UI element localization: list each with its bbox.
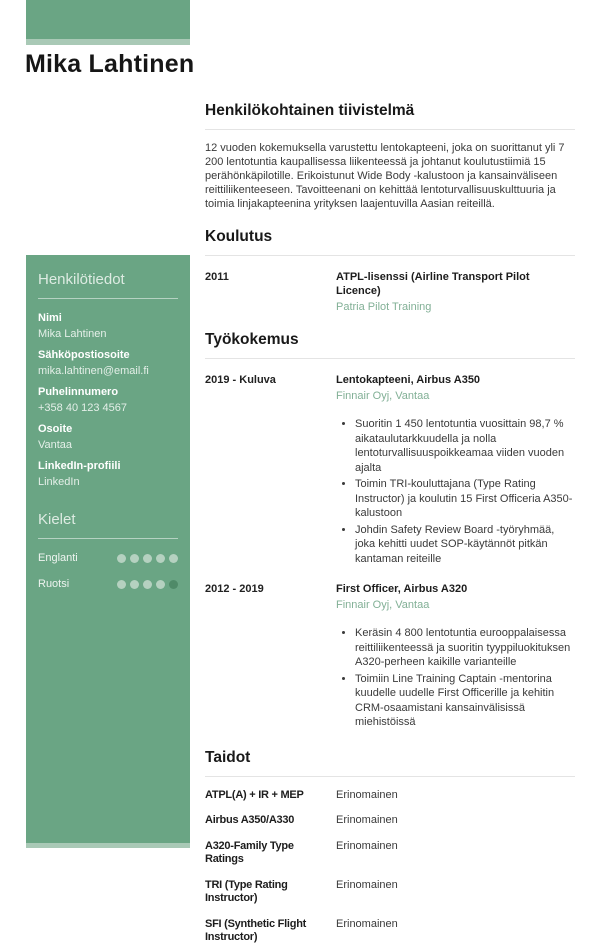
sidebar bbox=[26, 255, 190, 848]
language-level-dots bbox=[117, 580, 178, 589]
level-dot-filled bbox=[117, 554, 126, 563]
level-dot-filled bbox=[130, 554, 139, 563]
experience-bullet-list bbox=[336, 417, 575, 568]
header-accent-block bbox=[26, 0, 190, 39]
field-phone bbox=[38, 386, 178, 415]
linkedin-profile-link[interactable]: LinkedIn bbox=[38, 476, 80, 488]
header-accent-bar bbox=[26, 0, 190, 45]
summary-text: 12 vuoden kokemuksella varustettu lentokapteeni, joka on suorittanut yli 7 200 lentotuntia kaupallisessa liikenteessä ja johtanut koulutustiimiä 15 perähönkäpilotille. Erikoistunut Wide Body -kalustoon ja kansainväliseen reittiliikenteeseen. Tavoitteenani on kehittää lentoturvallisuuskulttuuria ja toimia linjakapteenina yrityksen laajentuvilla Aasian reiteillä. bbox=[205, 142, 565, 210]
sidebar-bottom-strip bbox=[26, 843, 190, 848]
field-email bbox=[38, 349, 178, 378]
level-dot-filled bbox=[156, 554, 165, 563]
education-degree: ATPL-lisenssi (Airline Transport Pilot Licence) bbox=[336, 271, 530, 297]
experience-role: First Officer, Airbus A320 bbox=[336, 583, 468, 595]
experience-details bbox=[336, 582, 575, 612]
personal-info-title: Henkilötiedot bbox=[38, 271, 178, 299]
experience-bullet: • Suoritin 1 450 lentotuntia vuosittain 98,7 % aikataulutarkkuudella ja nolla lentoturvallisuuspoikkeamaa viiden vuoden ajalta bbox=[355, 417, 575, 475]
education-section-title: Koulutus bbox=[205, 228, 575, 256]
experience-period: 2019 - Kuluva bbox=[205, 374, 276, 386]
experience-section-title: Työkokemus bbox=[205, 331, 575, 359]
field-name-value: Mika Lahtinen bbox=[38, 328, 107, 340]
education-period: 2011 bbox=[205, 271, 229, 283]
level-dot-filled bbox=[143, 554, 152, 563]
field-email-label: Sähköpostiosoite bbox=[38, 349, 130, 361]
languages-title: Kielet bbox=[38, 511, 178, 539]
experience-details bbox=[336, 373, 575, 403]
skill-row bbox=[205, 918, 575, 945]
level-dot-filled bbox=[143, 580, 152, 589]
skill-row bbox=[205, 840, 575, 867]
field-name-label: Nimi bbox=[38, 312, 62, 324]
language-level-dots bbox=[117, 554, 178, 563]
field-linkedin-label: LinkedIn-profiili bbox=[38, 460, 121, 472]
level-dot-filled bbox=[117, 580, 126, 589]
skill-name: Airbus A350/A330 bbox=[205, 814, 295, 826]
education-entry bbox=[205, 270, 575, 314]
experience-entry bbox=[205, 373, 575, 568]
header-accent-strip bbox=[26, 39, 190, 45]
skill-level: Erinomainen bbox=[336, 814, 398, 826]
language-row-swedish bbox=[38, 578, 178, 590]
skill-row bbox=[205, 789, 575, 803]
skill-row bbox=[205, 814, 575, 828]
level-dot-filled bbox=[169, 554, 178, 563]
field-phone-label: Puhelinnumero bbox=[38, 386, 119, 398]
experience-period: 2012 - 2019 bbox=[205, 583, 264, 595]
field-phone-value: +358 40 123 4567 bbox=[38, 402, 128, 414]
language-row-english bbox=[38, 552, 178, 564]
field-linkedin bbox=[38, 460, 178, 489]
skill-name: A320-Family Type Ratings bbox=[205, 839, 294, 865]
experience-entry bbox=[205, 582, 575, 732]
main-content bbox=[205, 102, 575, 945]
candidate-name: Mika Lahtinen bbox=[25, 50, 195, 78]
experience-bullet: • Toimin TRI-kouluttajana (Type Rating Instructor) ja koulutin 15 First Officeria A350-kalustoon bbox=[355, 477, 575, 521]
summary-section-title: Henkilökohtainen tiivistelmä bbox=[205, 102, 575, 130]
education-details bbox=[336, 270, 575, 314]
skill-name: ATPL(A) + IR + MEP bbox=[205, 788, 304, 801]
field-email-value: mika.lahtinen@email.fi bbox=[38, 365, 149, 377]
level-dot-empty bbox=[169, 580, 178, 589]
language-label: Englanti bbox=[38, 552, 78, 564]
experience-bullet: • Keräsin 4 800 lentotuntia eurooppalaisessa reittiliikenteessä ja suoritin tyyppiluokituksen A320-perheen kaikille varianteille bbox=[355, 626, 575, 670]
education-institution: Patria Pilot Training bbox=[336, 301, 432, 313]
skill-level: Erinomainen bbox=[336, 788, 398, 801]
experience-company: Finnair Oyj, Vantaa bbox=[336, 390, 430, 402]
field-address-value: Vantaa bbox=[38, 439, 73, 451]
experience-role: Lentokapteeni, Airbus A350 bbox=[336, 374, 481, 386]
skills-section-title: Taidot bbox=[205, 749, 575, 777]
skill-level: Erinomainen bbox=[336, 917, 398, 930]
skill-row bbox=[205, 879, 575, 906]
skill-level: Erinomainen bbox=[336, 839, 398, 852]
field-address bbox=[38, 423, 178, 452]
experience-company: Finnair Oyj, Vantaa bbox=[336, 599, 430, 611]
experience-bullet: • Toimiin Line Training Captain -mentorina kuudelle uudelle First Officerille ja kehitin CRM-osaamistani kansainvälisissä miehistöissä bbox=[355, 672, 575, 730]
skill-level: Erinomainen bbox=[336, 878, 398, 891]
experience-bullet: • Johdin Safety Review Board -työryhmää, joka kehitti uudet SOP-käytännöt pitkän kantaman reiteille bbox=[355, 523, 575, 567]
level-dot-filled bbox=[130, 580, 139, 589]
skill-name: TRI (Type Rating Instructor) bbox=[205, 878, 288, 904]
level-dot-filled bbox=[156, 580, 165, 589]
language-label: Ruotsi bbox=[38, 578, 70, 590]
experience-bullet-list bbox=[336, 626, 575, 732]
field-address-label: Osoite bbox=[38, 423, 73, 435]
skill-name: SFI (Synthetic Flight Instructor) bbox=[205, 917, 307, 943]
field-name bbox=[38, 312, 178, 341]
